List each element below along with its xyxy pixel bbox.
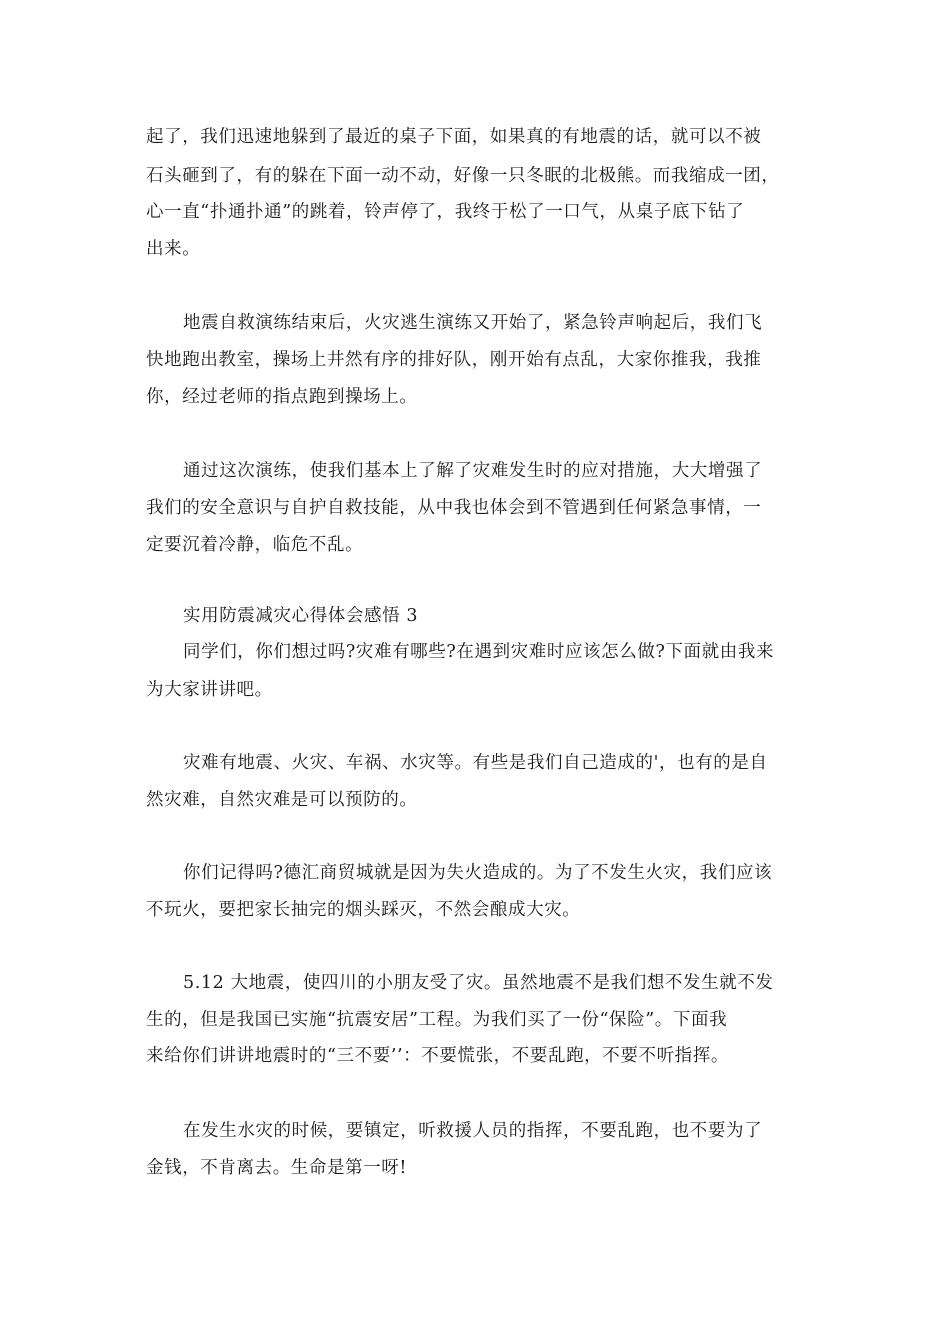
- paragraph-line: 出来。: [146, 239, 201, 259]
- paragraph-line: 为大家讲讲吧。: [146, 680, 273, 700]
- paragraph-line: 不玩火，要把家长抽完的烟头踩灭，不然会酿成大灾。: [146, 900, 581, 920]
- paragraph-line: 金钱，不肯离去。生命是第一呀!: [146, 1158, 408, 1178]
- paragraph-line: 然灾难，自然灾难是可以预防的。: [146, 790, 418, 810]
- paragraph-line: 来给你们讲讲地震时的“三不要’’：不要慌张，不要乱跑，不要不听指挥。: [146, 1046, 729, 1066]
- paragraph-line: 在发生水灾的时候，要镇定，听救援人员的指挥，不要乱跑，也不要为了: [183, 1121, 763, 1141]
- paragraph-line: 快地跑出教室，操场上井然有序的排好队，刚开始有点乱，大家你推我，我推: [146, 350, 762, 370]
- paragraph-line: 你们记得吗?德汇商贸城就是因为失火造成的。为了不发生火灾，我们应该: [183, 863, 773, 883]
- paragraph-line: 定要沉着冷静，临危不乱。: [146, 535, 364, 555]
- paragraph-line: 同学们，你们想过吗?灾难有哪些?在遇到灾难时应该怎么做?下面就由我来: [183, 642, 775, 662]
- paragraph-line: 5.12 大地震，使四川的小朋友受了灾。虽然地震不是我们想不发生就不发: [183, 973, 774, 993]
- paragraph-line: 你，经过老师的指点跑到操场上。: [146, 387, 418, 407]
- paragraph-line: 起了，我们迅速地躲到了最近的桌子下面，如果真的有地震的话，就可以不被: [146, 127, 762, 147]
- paragraph-line: 地震自救演练结束后，火灾逃生演练又开始了，紧急铃声响起后，我们飞: [183, 313, 763, 333]
- section-heading: 实用防震减灾心得体会感悟 3: [183, 606, 419, 626]
- paragraph-line: 石头砸到了，有的躲在下面一动不动，好像一只冬眠的北极熊。而我缩成一团，: [146, 166, 780, 186]
- paragraph-line: 我们的安全意识与自护自救技能，从中我也体会到不管遇到任何紧急事情，一: [146, 498, 762, 518]
- paragraph-line: 心一直“扑通扑通”的跳着，铃声停了，我终于松了一口气，从桌子底下钻了: [146, 202, 745, 222]
- paragraph-line: 通过这次演练，使我们基本上了解了灾难发生时的应对措施，大大增强了: [183, 461, 763, 481]
- paragraph-line: 灾难有地震、火灾、车祸、水灾等。有些是我们自己造成的'，也有的是自: [183, 753, 768, 773]
- paragraph-line: 生的，但是我国已实施“抗震安居”工程。为我们买了一份“保险”。下面我: [146, 1010, 728, 1030]
